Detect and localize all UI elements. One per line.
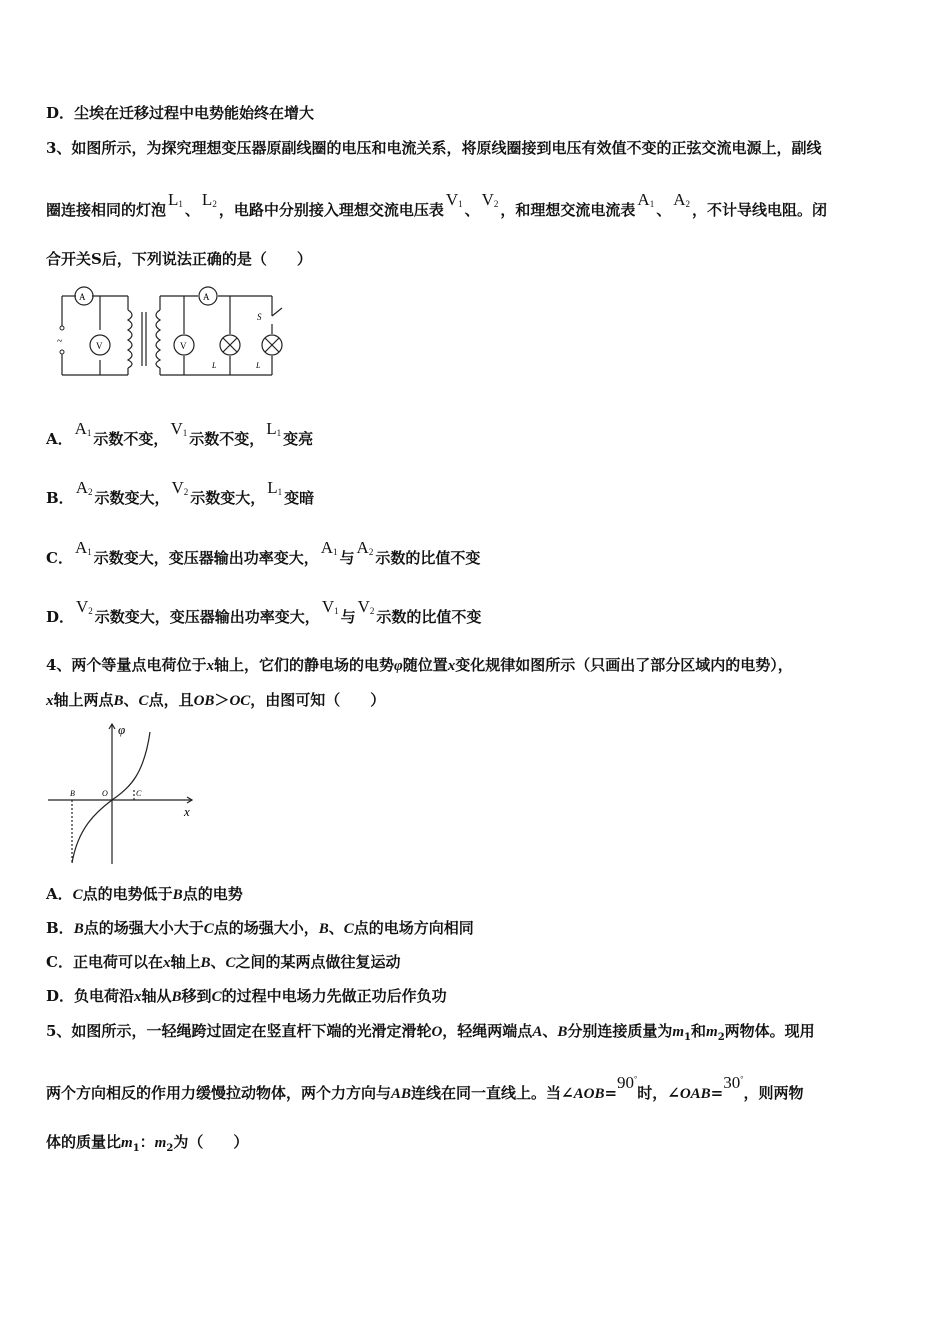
q4-stem-line1: 4、两个等量点电荷位于x轴上，它们的静电场的电势φ随位置x变化规律如图所示（只画出了部分区域内的电势），	[46, 656, 793, 674]
symbol-v2: $V_2$	[481, 190, 499, 209]
graph-x-label: x	[184, 804, 190, 819]
q4-option-d[interactable]: D．负电荷沿x轴从B移到C的过程中电场力先做正功后作负功	[46, 987, 447, 1005]
meter-a1-label: A	[79, 292, 86, 302]
q3-line2-d: 、	[464, 201, 480, 219]
ac-source-symbol: ~	[57, 336, 63, 347]
q3-line2-a: 圈连接相同的灯泡	[46, 201, 167, 219]
symbol-l1: $L_1$	[168, 190, 183, 209]
graph-o-label: O	[102, 789, 108, 798]
meter-v1-label: V	[96, 341, 103, 351]
graph-b-label: B	[70, 789, 75, 798]
q3-option-a[interactable]: A．$A_1$ 示数不变，$V_1$ 示数不变，$L_1$ 变亮	[46, 419, 314, 448]
q4-stem-line2: x轴上两点B、C点，且OB＞OC，由图可知（ ）	[46, 691, 386, 709]
angle-aob-value: 90°	[617, 1073, 638, 1092]
potential-graph	[44, 718, 200, 868]
q5-stem-line1: 5、如图所示，一轻绳跨过固定在竖直杆下端的光滑定滑轮O，轻绳两端点A、B分别连接质量为$m_1$和$m_2$两物体。现用	[46, 1022, 815, 1043]
angle-oab-value: 30°	[723, 1073, 744, 1092]
symbol-a1: $A_1$	[637, 190, 655, 209]
meter-a2-label: A	[203, 292, 210, 302]
q3-line2-c: ，电路中分别接入理想交流电压表	[218, 201, 444, 219]
q3-stem-line2	[46, 190, 828, 220]
q4-option-a[interactable]: A．C点的电势低于B点的电势	[46, 885, 243, 903]
q3-line2-g: ，不计导线电阻。闭	[692, 201, 828, 219]
graph-c-label: C	[136, 789, 142, 798]
lamp-l2-label: L	[256, 361, 261, 370]
q5-stem-line3: 体的质量比$m_1$：$m_2$为（ ）	[46, 1133, 249, 1154]
symbol-v1: $V_1$	[445, 190, 463, 209]
lamp-l1-label: L	[212, 361, 217, 370]
q3-line2-f: 、	[656, 201, 672, 219]
meter-v2-label: V	[180, 341, 187, 351]
q3-line2-e: ，和理想交流电流表	[500, 201, 636, 219]
q3-option-d[interactable]: D．$V_2$ 示数变大，变压器输出功率变大，$V_1$ 与$V_2$ 示数的比值不变	[46, 597, 482, 626]
transformer-circuit-diagram	[50, 280, 300, 385]
symbol-l2: $L_2$	[201, 190, 217, 209]
q3-option-c[interactable]: C．$A_1$ 示数变大，变压器输出功率变大，$A_1$ 与$A_2$ 示数的比值不变	[46, 538, 481, 567]
switch-s-label: S	[257, 312, 262, 322]
q5-stem-line2: 两个方向相反的作用力缓慢拉动物体，两个力方向与AB连线在同一直线上。当∠AOB=90°时，∠OAB=30°，则两物	[46, 1073, 804, 1102]
graph-phi-label: φ	[118, 722, 126, 737]
q3-stem-line3: 合开关S后，下列说法正确的是（ ）	[46, 250, 312, 268]
prev-option-d: D．尘埃在迁移过程中电势能始终在增大	[46, 104, 315, 122]
q3-line2-b: 、	[184, 201, 200, 219]
q4-option-c[interactable]: C．正电荷可以在x轴上B、C之间的某两点做往复运动	[46, 953, 401, 971]
q3-stem-line1: 3、如图所示，为探究理想变压器原副线圈的电压和电流关系，将原线圈接到电压有效值不变的正弦交流电源上，副线	[46, 139, 822, 157]
symbol-a2: $A_2$	[673, 190, 690, 209]
q4-option-b[interactable]: B．B点的场强大小大于C点的场强大小，B、C点的电场方向相同	[46, 919, 474, 937]
q3-option-b[interactable]: B．$A_2$ 示数变大，$V_2$ 示数变大，$L_1$ 变暗	[46, 478, 315, 507]
